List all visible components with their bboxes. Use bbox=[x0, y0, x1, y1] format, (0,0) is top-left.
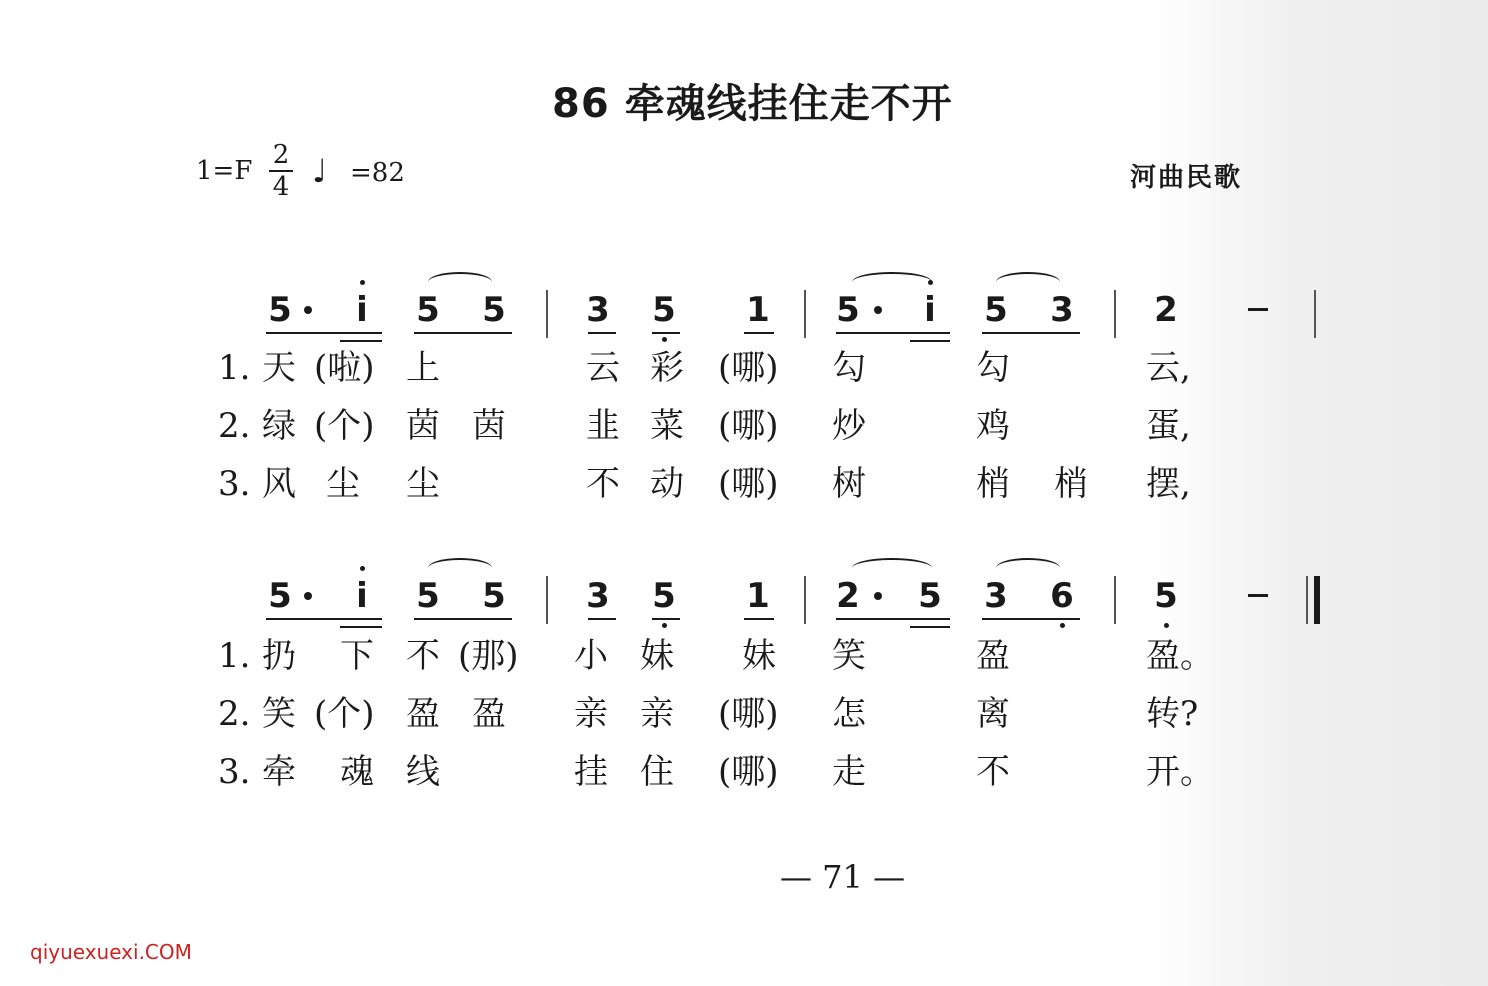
barline bbox=[1114, 290, 1116, 338]
lyric: (哪) bbox=[718, 348, 779, 388]
song-origin: 河曲民歌 bbox=[1130, 163, 1243, 193]
underline bbox=[414, 618, 512, 620]
underline bbox=[588, 618, 616, 620]
octave-dot-above bbox=[360, 566, 365, 571]
octave-dot-above bbox=[928, 280, 933, 285]
underline bbox=[910, 626, 950, 628]
augmentation-dot bbox=[874, 592, 882, 600]
note: 5 bbox=[646, 288, 682, 332]
time-signature bbox=[266, 140, 296, 202]
lyric: 梢 bbox=[1054, 464, 1088, 504]
time-signature-top: 2 bbox=[272, 140, 290, 170]
lyric: 妹 bbox=[640, 636, 674, 676]
note: 5 bbox=[268, 290, 292, 330]
lyric: 炒 bbox=[832, 406, 866, 446]
underline bbox=[266, 332, 382, 334]
lyric: 笑 bbox=[832, 636, 866, 676]
notation-row-1 bbox=[0, 288, 1488, 348]
lyric: 风 bbox=[262, 464, 296, 504]
lyric: 亲 bbox=[574, 694, 608, 734]
lyric: 魂 bbox=[340, 752, 374, 792]
note: 5 bbox=[836, 290, 860, 330]
duration-dash bbox=[1248, 308, 1268, 311]
lyric: (个) bbox=[314, 406, 375, 446]
lyric: 茵 bbox=[472, 406, 506, 446]
barline bbox=[546, 576, 548, 624]
underline bbox=[744, 332, 774, 334]
note: 5 bbox=[268, 576, 292, 616]
note: 3 bbox=[586, 576, 610, 616]
underline bbox=[910, 340, 950, 342]
lyric: 云, bbox=[1146, 348, 1191, 388]
lyric: (哪) bbox=[718, 694, 779, 734]
lyric: 尘 bbox=[326, 464, 360, 504]
underline bbox=[652, 618, 680, 620]
lyric: (啦) bbox=[314, 348, 375, 388]
note: 5 bbox=[646, 574, 682, 618]
octave-dot-below bbox=[1060, 623, 1065, 628]
underline bbox=[982, 618, 1080, 620]
lyric: 挂 bbox=[574, 752, 608, 792]
barline bbox=[1114, 576, 1116, 624]
lyric: 菜 bbox=[650, 406, 684, 446]
lyric: 鸡 bbox=[976, 406, 1010, 446]
lyric: 梢 bbox=[976, 464, 1010, 504]
lyric: 3. bbox=[218, 464, 251, 504]
barline bbox=[546, 290, 548, 338]
lyric: 线 bbox=[406, 752, 440, 792]
quarter-note-icon: ♩ bbox=[312, 152, 328, 190]
key-signature: 1=F bbox=[196, 156, 253, 186]
octave-dot-below bbox=[1164, 623, 1169, 628]
lyric: 转? bbox=[1146, 694, 1199, 734]
lyric: 盈。 bbox=[1146, 636, 1214, 676]
lyric: 茵 bbox=[406, 406, 440, 446]
lyric: 牵 bbox=[262, 752, 296, 792]
underline bbox=[266, 618, 382, 620]
lyric: 离 bbox=[976, 694, 1010, 734]
note: 5 bbox=[416, 290, 440, 330]
site-watermark: qiyuexuexi.COM bbox=[30, 940, 192, 964]
lyric: 勾 bbox=[976, 348, 1010, 388]
lyric: 下 bbox=[340, 636, 374, 676]
lyric: 盈 bbox=[472, 694, 506, 734]
time-signature-bottom: 4 bbox=[272, 172, 290, 202]
barline bbox=[804, 290, 806, 338]
lyric: 上 bbox=[406, 348, 440, 388]
underline bbox=[340, 340, 382, 342]
lyric: 不 bbox=[586, 464, 620, 504]
underline bbox=[836, 618, 950, 620]
tempo-marking: =82 bbox=[350, 158, 405, 188]
lyric: 小 bbox=[574, 636, 608, 676]
lyric: 2. bbox=[218, 406, 251, 446]
lyric: (个) bbox=[314, 694, 375, 734]
lyric: 蛋, bbox=[1146, 406, 1191, 446]
augmentation-dot bbox=[304, 306, 312, 314]
lyric: (哪) bbox=[718, 464, 779, 504]
note: 2 bbox=[836, 576, 860, 616]
lyric: 绿 bbox=[262, 406, 296, 446]
underline bbox=[588, 332, 616, 334]
underline bbox=[836, 332, 950, 334]
lyric: (那) bbox=[458, 636, 519, 676]
lyric: 天 bbox=[262, 348, 296, 388]
lyric: 走 bbox=[832, 752, 866, 792]
note: 5 bbox=[482, 290, 506, 330]
duration-dash bbox=[1248, 594, 1268, 597]
lyric: 2. bbox=[218, 694, 251, 734]
note: 3 bbox=[1050, 290, 1074, 330]
underline bbox=[340, 626, 382, 628]
lyric: 勾 bbox=[832, 348, 866, 388]
lyric: 摆, bbox=[1146, 464, 1191, 504]
underline bbox=[414, 332, 512, 334]
note: 6 bbox=[1044, 574, 1080, 618]
note: 5 bbox=[918, 576, 942, 616]
notation-row-2 bbox=[0, 574, 1488, 634]
lyric: 妹 bbox=[742, 636, 776, 676]
lyric: 不 bbox=[976, 752, 1010, 792]
note: 5 bbox=[1148, 574, 1184, 618]
note: 5 bbox=[416, 576, 440, 616]
lyric: 扔 bbox=[262, 636, 296, 676]
lyric: 盈 bbox=[976, 636, 1010, 676]
barline bbox=[804, 576, 806, 624]
lyric: (哪) bbox=[718, 752, 779, 792]
octave-dot-below bbox=[662, 337, 667, 342]
lyric: 住 bbox=[640, 752, 674, 792]
lyric: 笑 bbox=[262, 694, 296, 734]
underline bbox=[744, 618, 774, 620]
note: 3 bbox=[586, 290, 610, 330]
note: 5 bbox=[984, 290, 1008, 330]
note: i bbox=[344, 288, 380, 332]
underline bbox=[982, 332, 1080, 334]
lyric: 云 bbox=[586, 348, 620, 388]
lyric: 1. bbox=[218, 636, 251, 676]
note: 1 bbox=[746, 290, 770, 330]
note: 2 bbox=[1154, 290, 1178, 330]
note: 5 bbox=[482, 576, 506, 616]
lyric: 动 bbox=[650, 464, 684, 504]
song-title: 86 牵魂线挂住走不开 bbox=[552, 81, 953, 127]
lyric: 1. bbox=[218, 348, 251, 388]
lyric: 树 bbox=[832, 464, 866, 504]
octave-dot-below bbox=[662, 623, 667, 628]
note: i bbox=[912, 288, 948, 332]
lyric: 彩 bbox=[650, 348, 684, 388]
final-barline-thick bbox=[1314, 576, 1320, 624]
final-barline-thin bbox=[1306, 576, 1308, 624]
lyric: 亲 bbox=[640, 694, 674, 734]
lyric: 不 bbox=[406, 636, 440, 676]
lyric: 韭 bbox=[586, 406, 620, 446]
note: 1 bbox=[746, 576, 770, 616]
lyric: (哪) bbox=[718, 406, 779, 446]
augmentation-dot bbox=[874, 306, 882, 314]
lyric: 怎 bbox=[832, 694, 866, 734]
barline bbox=[1314, 290, 1316, 338]
page-number: — 71 — bbox=[780, 858, 906, 896]
note: 3 bbox=[984, 576, 1008, 616]
augmentation-dot bbox=[304, 592, 312, 600]
note: i bbox=[344, 574, 380, 618]
lyric: 尘 bbox=[406, 464, 440, 504]
lyric: 开。 bbox=[1146, 752, 1214, 792]
lyric: 盈 bbox=[406, 694, 440, 734]
lyric: 3. bbox=[218, 752, 251, 792]
underline bbox=[652, 332, 680, 334]
octave-dot-above bbox=[360, 280, 365, 285]
